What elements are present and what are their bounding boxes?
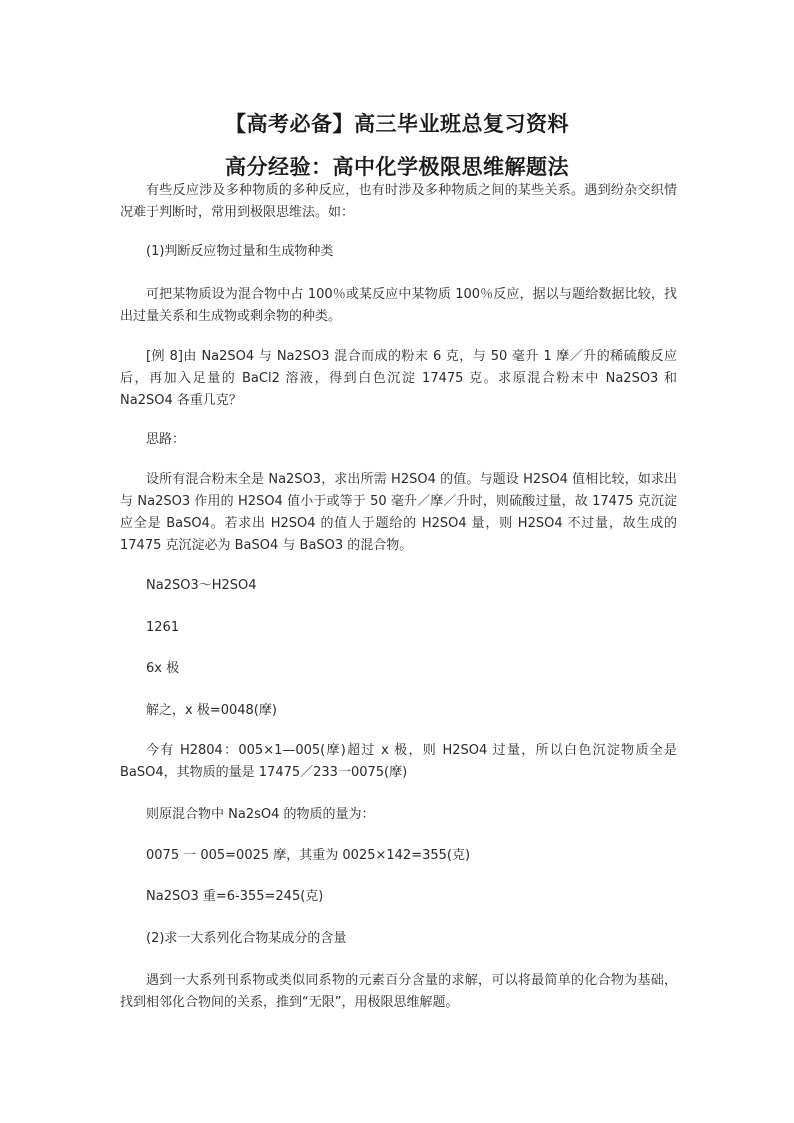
paragraph-method: 可把某物质设为混合物中占 100％或某反应中某物质 100％反应，据以与题给数据比较，找出过量关系和生成物或剩余物的种类。: [120, 287, 677, 324]
paragraph-series: 遇到一大系列刊系物或类似同系物的元素百分含量的求解，可以将最简单的化合物为基础，找到相邻化合物间的关系，推到“无限”，用极限思维解题。: [120, 973, 677, 1010]
calculation-line-2: Na2SO3 重=6-355=245(克): [146, 889, 324, 904]
equation-line-1: Na2SO3～H2SO4: [146, 578, 257, 593]
equation-solution: 解之，x 极=0048(摩): [146, 703, 277, 718]
paragraph-excess: 今有 H2804：005×1—005(摩)超过 x 极，则 H2SO4 过量，所以白色沉淀物质全是 BaSO4，其物质的量是 17475／233一0075(摩): [120, 743, 677, 780]
paragraph-label-approach: 思路：: [146, 432, 186, 447]
paragraph-approach: 设所有混合粉末全是 Na2SO3，求出所需 H2SO4 的值。与题设 H2SO4 值相比较，如求出与 Na2SO3 作用的 H2SO4 值小于或等于 50 毫升／摩／升时，则硫酸过量，故 17475 克沉淀应全是 BaSO4。若求出 H2SO4 的值人于题给的 H2SO4 量，则 H2SO4 不过量，故生成的 17475 克沉淀必为 BaSO4 与 BaSO3 的混合物。: [120, 472, 677, 553]
section-heading-1: (1)判断反应物过量和生成物种类: [146, 244, 334, 259]
paragraph-example: [例 8]由 Na2SO4 与 Na2SO3 混合而成的粉末 6 克，与 50 毫升 1 摩／升的稀硫酸反应后，再加入足量的 BaCl2 溶液，得到白色沉淀 17475 克。求原混合粉末中 Na2SO3 和 Na2SO4 各重几克？: [120, 349, 677, 408]
equation-line-3: 6x 极: [146, 661, 180, 676]
intro-paragraph: 有些反应涉及多种物质的多种反应，也有时涉及多种物质之间的某些关系。遇到纷杂交织情况难于判断时，常用到极限思维法。如：: [120, 183, 677, 220]
document-title: 【高考必备】高三毕业班总复习资料: [225, 112, 569, 136]
document-subtitle: 高分经验：高中化学极限思维解题法: [225, 155, 569, 179]
section-heading-2: (2)求一大系列化合物某成分的含量: [146, 931, 347, 946]
equation-line-2: 1261: [146, 620, 180, 635]
paragraph-amount-intro: 则原混合物中 Na2sO4 的物质的量为：: [146, 807, 375, 822]
calculation-line-1: 0075 一 005=0025 摩，其重为 0025×142=355(克): [146, 848, 471, 863]
